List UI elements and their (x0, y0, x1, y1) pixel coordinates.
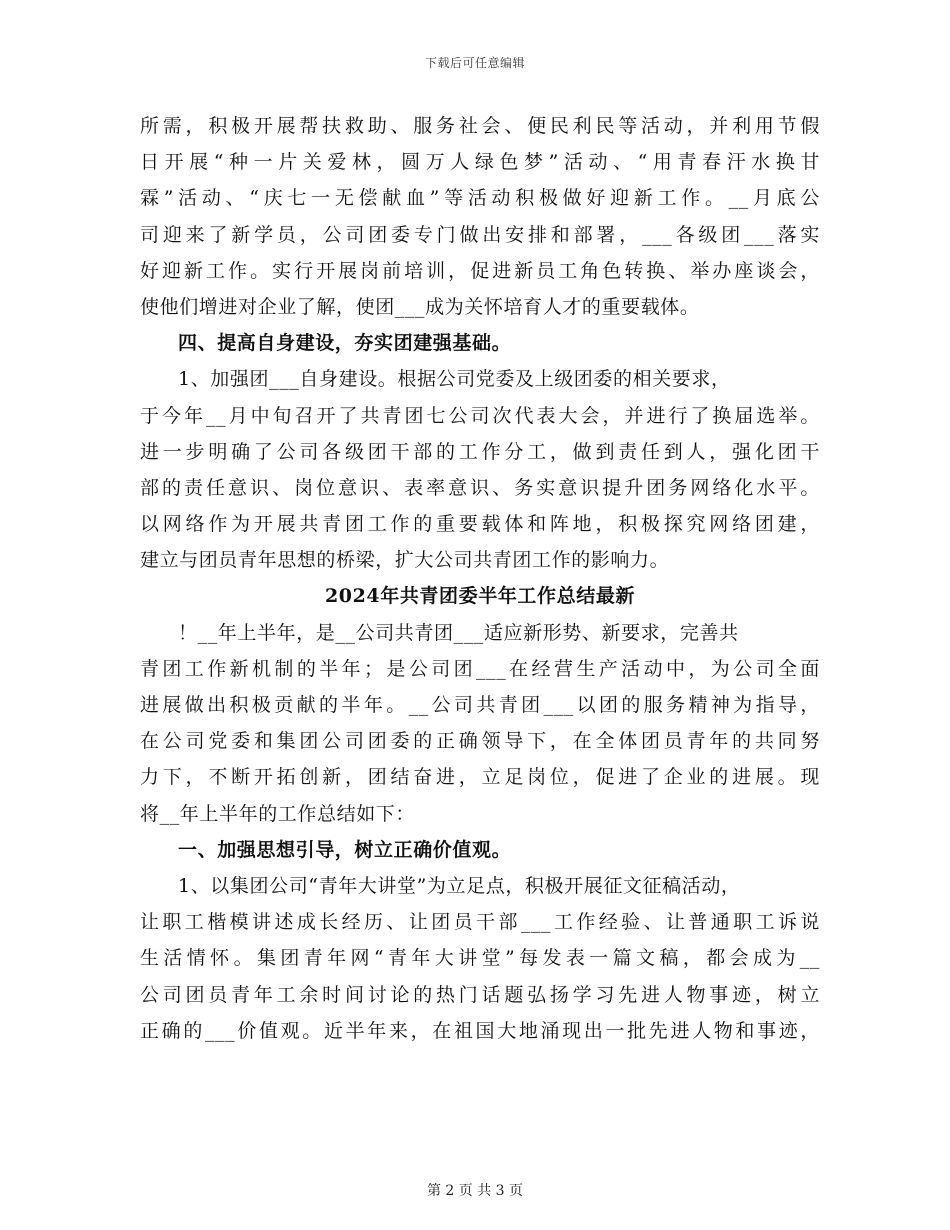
body-line: 进一步明确了公司各级团干部的工作分工，做到责任到人，强化团干 (140, 440, 820, 463)
body-line: ！__年上半年，是__公司共青团___适应新形势、新要求，完善共 (178, 621, 739, 644)
body-line: 霖”活动、“庆七一无偿献血”等活动积极做好迎新工作。__月底公 (140, 187, 820, 210)
body-line: 1、加强团___自身建设。根据公司党委及上级团委的相关要求， (178, 368, 731, 391)
page-header-note: 下载后可任意编辑 (424, 56, 525, 70)
body-line: 生活情怀。集团青年网“青年大讲堂”每发表一篇文稿，都会成为__ (140, 947, 820, 970)
body-line: 日开展“种一片关爱林，圆万人绿色梦”活动、“用青春汗水换甘 (140, 151, 820, 174)
body-line: 使他们增进对企业了解，使团___成为关怀培育人才的重要载体。 (140, 295, 700, 318)
body-line: 所需，积极开展帮扶救助、服务社会、便民利民等活动，并利用节假 (140, 115, 820, 137)
body-line: 青团工作新机制的半年；是公司团___在经营生产活动中，为公司全面 (140, 657, 820, 680)
body-line: 公司团员青年工余时间讨论的热门话题弘扬学习先进人物事迹，树立 (140, 983, 820, 1006)
body-line: 部的责任意识、岗位意识、表率意识、务实意识提升团务网络化水平。 (140, 476, 820, 499)
body-line: 让职工楷模讲述成长经历、让团员干部___工作经验、让普通职工诉说 (140, 911, 820, 934)
body-line: 好迎新工作。实行开展岗前培训，促进新员工角色转换、举办座谈会， (140, 259, 820, 282)
section-heading: 四、提高自身建设，夯实团建强基础。 (178, 332, 512, 355)
page-footer-number: 第 2 页 共 3 页 (426, 1183, 524, 1199)
body-line: 1、以集团公司“青年大讲堂”为立足点，积极开展征文征稿活动， (178, 874, 741, 897)
document-title: 2024年共青团委半年工作总结最新 (324, 585, 636, 608)
body-line: 司迎来了新学员，公司团委专门做出安排和部署，___各级团___落实 (140, 223, 820, 246)
body-line: 进展做出积极贡献的半年。__公司共青团___以团的服务精神为指导， (140, 694, 820, 716)
body-line: 于今年__月中旬召开了共青团七公司次代表大会，并进行了换届选举。 (140, 404, 820, 427)
body-line: 建立与团员青年思想的桥梁，扩大公司共青团工作的影响力。 (140, 549, 670, 572)
document-body (140, 108, 820, 1049)
body-line: 在公司党委和集团公司团委的正确领导下，在全体团员青年的共同努 (140, 730, 820, 753)
section-heading: 一、加强思想引导，树立正确价值观。 (178, 838, 512, 861)
body-line: 以网络作为开展共青团工作的重要载体和阵地，积极探究网络团建， (140, 513, 820, 536)
body-line: 将__年上半年的工作总结如下： (140, 802, 416, 825)
body-line: 正确的___价值观。近半年来，在祖国大地涌现出一批先进人物和事迹， (140, 1019, 820, 1042)
body-line: 力下，不断开拓创新，团结奋进，立足岗位，促进了企业的进展。现 (140, 766, 820, 789)
